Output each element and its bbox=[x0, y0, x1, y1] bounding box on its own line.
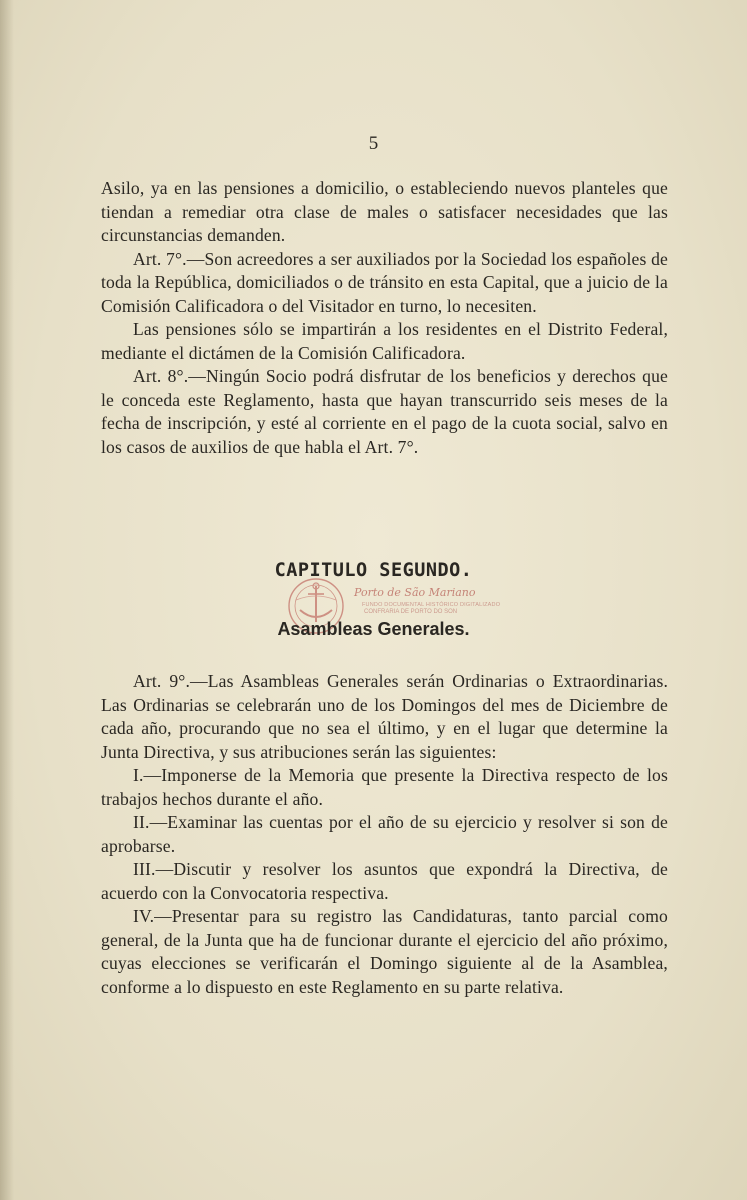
list-item-ii: II.—Examinar las cuentas por el año de su ejercicio y resolver si son de aprobarse. bbox=[101, 812, 668, 856]
paragraph-art-7: Art. 7°.—Son acreedores a ser auxiliados por la Sociedad los españoles de toda la República, domiciliados o de tránsito en esta Capital, que a juicio de la Comisión Calificadora o del Visitador en turno, lo necesiten. bbox=[101, 248, 668, 316]
list-item-iii: III.—Discutir y resolver los asuntos que expondrá la Directiva, de acuerdo con la Convocatoria respectiva. bbox=[101, 859, 668, 903]
paragraph-art-9: Art. 9°.—Las Asambleas Generales serán Ordinarias o Extraordinarias. Las Ordinarias se celebrarán uno de los Domingos del mes de Diciembre de cada año, procurando que no sea el último, y en el lugar que determine la Junta Directiva, y sus atribuciones serán las siguientes: bbox=[101, 671, 668, 762]
stamp-name: Porto de São Mariano bbox=[354, 586, 476, 599]
text-block-articles-7-8 bbox=[101, 177, 668, 459]
list-item-iv: IV.—Presentar para su registro las Candidaturas, tanto parcial como general, de la Junta que ha de funcionar durante el ejercicio del año próximo, cuyas elecciones se verificarán el Domingo siguiente al de la Asamblea, conforme a lo dispuesto en este Reglamento en su parte relativa. bbox=[101, 906, 668, 997]
chapter-title: CAPITULO SEGUNDO. bbox=[274, 560, 473, 581]
chapter-subtitle: Asambleas Generales. bbox=[277, 619, 470, 639]
page-number: 5 bbox=[368, 133, 379, 154]
text-block-article-9 bbox=[101, 670, 668, 999]
page-edge-shadow bbox=[0, 0, 14, 1200]
stamp-tagline: FUNDO DOCUMENTAL HISTÓRICO DIGITALIZADO bbox=[362, 602, 501, 608]
paragraph-pensiones: Las pensiones sólo se impartirán a los residentes en el Distrito Federal, mediante el dictámen de la Comisión Calificadora. bbox=[101, 319, 668, 363]
paragraph-asilo: Asilo, ya en las pensiones a domicilio, o estableciendo nuevos planteles que tiendan a remediar otra clase de males o satisfacer necesidades que las circunstancias demanden. bbox=[101, 178, 668, 245]
list-item-i: I.—Imponerse de la Memoria que presente la Directiva respecto de los trabajos hechos durante el año. bbox=[101, 765, 668, 809]
paragraph-art-8: Art. 8°.—Ningún Socio podrá disfrutar de los beneficios y derechos que le conceda este Reglamento, hasta que hayan transcurrido seis meses de la fecha de inscripción, y esté al corriente en el pago de la cuota social, salvo en los casos de auxilios de que habla el Art. 7°. bbox=[101, 366, 668, 457]
stamp-subtitle: CONFRARIA DE PORTO DO SON bbox=[364, 609, 458, 615]
